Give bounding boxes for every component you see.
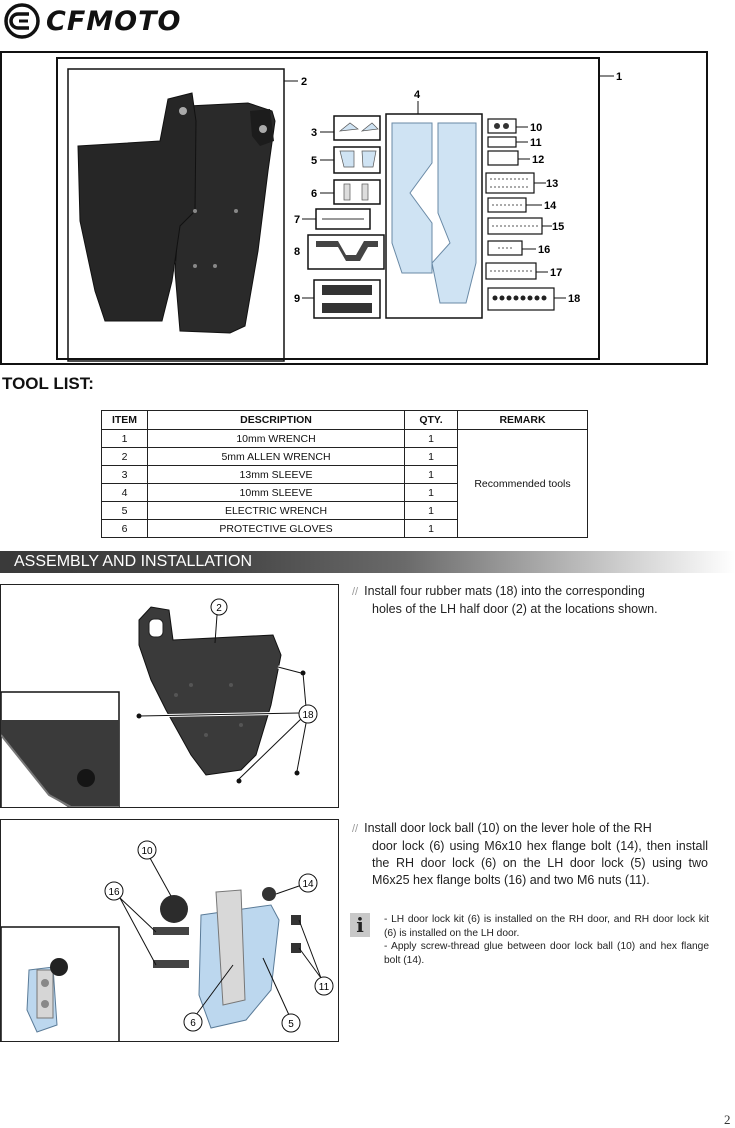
description-cell: ELECTRIC WRENCH bbox=[148, 502, 405, 520]
cfmoto-logo-icon bbox=[4, 3, 40, 39]
column-header: ITEM bbox=[102, 411, 148, 430]
callout-17: 17 bbox=[550, 267, 563, 279]
column-header: DESCRIPTION bbox=[148, 411, 405, 430]
callout-5: 5 bbox=[311, 155, 318, 167]
callout-10: 10 bbox=[530, 122, 543, 134]
step2-illustration bbox=[0, 819, 339, 1042]
brand-name: CFMOTO bbox=[46, 5, 182, 37]
step2-line1: Install door lock ball (10) on the lever hole of the RH bbox=[364, 821, 652, 835]
page-number: 2 bbox=[724, 1112, 731, 1127]
step2-callout-11: 11 bbox=[318, 982, 330, 993]
qty-cell: 1 bbox=[405, 502, 458, 520]
step1-callout-18: 18 bbox=[302, 710, 314, 721]
step2-callout-5: 5 bbox=[288, 1019, 294, 1030]
callout-8: 8 bbox=[294, 246, 301, 258]
remark-cell: Recommended tools bbox=[458, 430, 588, 538]
lock-panel-left bbox=[392, 123, 432, 273]
step2-callout-16: 16 bbox=[108, 887, 120, 898]
step2-diagram bbox=[1, 820, 339, 1042]
step2-note bbox=[384, 913, 709, 967]
tool-list-table bbox=[101, 410, 588, 538]
description-cell: 10mm SLEEVE bbox=[148, 484, 405, 502]
callout-7: 7 bbox=[294, 214, 301, 226]
callout-6: 6 bbox=[311, 188, 318, 200]
description-cell: 13mm SLEEVE bbox=[148, 466, 405, 484]
tool-list-title: TOOL LIST: bbox=[2, 374, 94, 393]
qty-cell: 1 bbox=[405, 466, 458, 484]
qty-cell: 1 bbox=[405, 520, 458, 538]
brand-logo bbox=[4, 2, 194, 40]
description-cell: PROTECTIVE GLOVES bbox=[148, 520, 405, 538]
callout-3: 3 bbox=[311, 127, 318, 139]
step1-line2: holes of the LH half door (2) at the locations shown. bbox=[372, 602, 658, 616]
info-icon: i bbox=[350, 913, 370, 937]
callout-18: 18 bbox=[568, 293, 581, 305]
parts-exploded-view bbox=[0, 51, 708, 365]
qty-cell: 1 bbox=[405, 484, 458, 502]
callout-11: 11 bbox=[530, 137, 542, 149]
step-marker: // bbox=[352, 586, 359, 598]
step2-callout-14: 14 bbox=[302, 879, 314, 890]
section-banner bbox=[0, 551, 735, 573]
item-cell: 5 bbox=[102, 502, 148, 520]
item-cell: 6 bbox=[102, 520, 148, 538]
note-line-1: - LH door lock kit (6) is installed on the RH door, and RH door lock kit (6) is installed on the LH door. bbox=[384, 914, 709, 939]
callout-4: 4 bbox=[414, 89, 421, 101]
callout-2: 2 bbox=[301, 76, 308, 88]
callout-14: 14 bbox=[544, 200, 557, 212]
step2-rest: door lock (6) using M6x10 hex flange bolt (14), then install the RH door lock (6) on the LH door lock (5) using two M6x25 hex flange bolts (16) and two M6 nuts (11). bbox=[372, 839, 708, 887]
column-header: REMARK bbox=[458, 411, 588, 430]
item-cell: 4 bbox=[102, 484, 148, 502]
step1-line1: Install four rubber mats (18) into the corresponding bbox=[364, 584, 645, 598]
callout-15: 15 bbox=[552, 221, 565, 233]
table-row bbox=[102, 430, 588, 448]
item-cell: 3 bbox=[102, 466, 148, 484]
description-cell: 10mm WRENCH bbox=[148, 430, 405, 448]
section-title: ASSEMBLY AND INSTALLATION bbox=[14, 553, 252, 570]
step1-illustration bbox=[0, 584, 339, 808]
description-cell: 5mm ALLEN WRENCH bbox=[148, 448, 405, 466]
step2-callout-10: 10 bbox=[141, 846, 153, 857]
item-cell: 2 bbox=[102, 448, 148, 466]
callout-9: 9 bbox=[294, 293, 301, 305]
table-header-row bbox=[102, 411, 588, 430]
callout-16: 16 bbox=[538, 244, 551, 256]
step-marker: // bbox=[352, 823, 359, 835]
callout-13: 13 bbox=[546, 178, 559, 190]
column-header: QTY. bbox=[405, 411, 458, 430]
callout-1: 1 bbox=[616, 71, 623, 83]
qty-cell: 1 bbox=[405, 448, 458, 466]
step1-diagram bbox=[1, 585, 339, 808]
step2-instruction bbox=[352, 820, 708, 889]
lock-panel-right bbox=[432, 123, 476, 303]
step1-instruction bbox=[352, 583, 708, 618]
step2-callout-6: 6 bbox=[190, 1018, 196, 1029]
step1-callout-2: 2 bbox=[216, 603, 222, 614]
callout-12: 12 bbox=[532, 154, 545, 166]
qty-cell: 1 bbox=[405, 430, 458, 448]
item-cell: 1 bbox=[102, 430, 148, 448]
note-line-2: - Apply screw-thread glue between door lock ball (10) and hex flange bolt (14). bbox=[384, 941, 709, 966]
